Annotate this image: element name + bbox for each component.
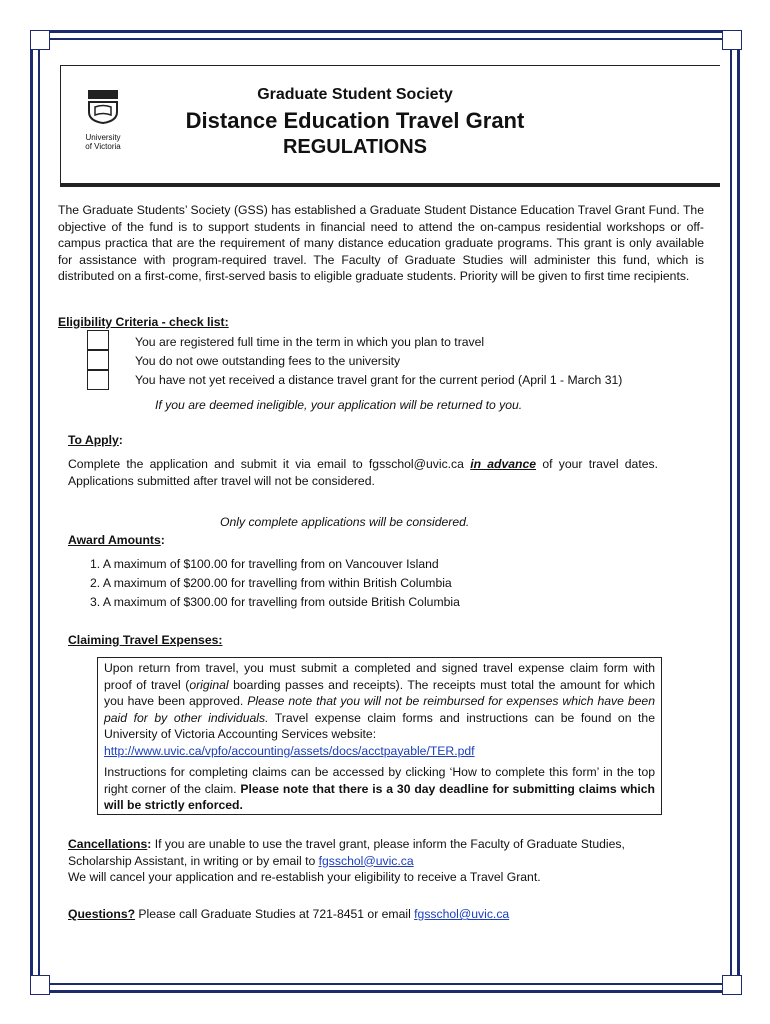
claim-text: Travel expense claim forms and instructions can be found on the University of Victoria Accounting Services website: [104, 710, 655, 741]
page-title: Distance Education Travel Grant [185, 108, 525, 133]
questions-email-link[interactable]: fgsschol@uvic.ca [414, 907, 510, 921]
eligibility-item: You have not yet received a distance travel grant for the current period (April 1 - March 31) [135, 373, 623, 387]
eligibility-checkbox-3[interactable] [87, 370, 109, 390]
apply-text-after: of your travel dates. Applications submitted after travel will not be considered. [68, 457, 658, 488]
apply-text-before: Complete the application and submit it via email to fgsschol@uvic.ca [68, 457, 464, 471]
claim-deadline: Please note that there is a 30 day deadline for submitting claims which will be strictly enforced. [104, 781, 655, 812]
claim-original: original [189, 677, 229, 692]
cancellations-colon: : [147, 837, 152, 851]
cancellations-line2: We will cancel your application and re-establish your eligibility to receive a Travel Grant. [68, 870, 541, 884]
apply-heading: To Apply [68, 433, 119, 447]
questions-heading: Questions? [68, 907, 136, 921]
claim-italic: Please note that you will not be reimbursed for expenses which have been paid for by other individuals. [104, 694, 655, 725]
apply-heading-line [68, 432, 123, 449]
university-logo [78, 88, 128, 151]
frame-corner-icon [30, 975, 50, 995]
eligibility-checkbox-2[interactable] [87, 350, 109, 370]
frame-corner-icon [30, 30, 50, 50]
awards-heading-line [68, 532, 165, 549]
society-name: Graduate Student Society [257, 86, 453, 103]
list-item: 3. A maximum of $300.00 for travelling from outside British Columbia [90, 595, 460, 609]
frame-corner-icon [722, 975, 742, 995]
awards-colon: : [160, 533, 165, 547]
apply-note: Only complete applications will be considered. [220, 515, 470, 529]
claiming-paragraph-2 [104, 764, 655, 814]
frame-corner-icon [722, 30, 742, 50]
list-item: 1. A maximum of $100.00 for travelling from on Vancouver Island [90, 557, 439, 571]
awards-heading: Award Amounts [68, 533, 161, 547]
claim-text: Instructions for completing claims can be accessed by clicking ‘How to complete this form’ in the top right corner of the claim. [104, 765, 655, 796]
logo-text-2: of Victoria [85, 142, 121, 151]
eligibility-item: You are registered full time in the term in which you plan to travel [135, 335, 485, 349]
page-subtitle: REGULATIONS [282, 136, 428, 158]
claiming-box [97, 657, 662, 815]
eligibility-heading: Eligibility Criteria - check list: [58, 315, 229, 329]
awards-list [90, 555, 460, 612]
apply-emphasis: in advance [470, 457, 537, 471]
apply-colon: : [118, 433, 123, 447]
cancellations-heading: Cancellations [68, 837, 148, 851]
eligibility-note: If you are deemed ineligible, your application will be returned to you. [155, 398, 523, 412]
claim-text: boarding passes and receipts). The receipts must total the amount for which you have been approved. [104, 677, 655, 708]
claiming-paragraph-1 [104, 660, 655, 759]
questions-text: Please call Graduate Studies at 721-8451 or email [135, 907, 415, 921]
ter-form-link[interactable]: http://www.uvic.ca/vpfo/accounting/assets/docs/acctpayable/TER.pdf [104, 743, 475, 758]
claiming-heading: Claiming Travel Expenses: [68, 633, 223, 647]
cancellations-text: If you are unable to use the travel grant, please inform the Faculty of Graduate Studies, Scholarship Assistant, in writing or by email to [68, 837, 625, 868]
questions-paragraph [68, 906, 509, 923]
crest-icon [86, 88, 120, 124]
eligibility-checkbox-1[interactable] [87, 330, 109, 350]
claim-text: Upon return from travel, you must submit a completed and signed travel expense claim form with proof of travel ( [104, 661, 655, 692]
eligibility-item: You do not owe outstanding fees to the university [135, 354, 401, 368]
logo-text-1: University [85, 133, 121, 142]
apply-paragraph [68, 456, 658, 489]
cancellations-email-link[interactable]: fgsschol@uvic.ca [318, 853, 414, 868]
cancellations-paragraph [68, 836, 658, 886]
intro-paragraph: The Graduate Students’ Society (GSS) has established a Graduate Student Distance Education Travel Grant Fund. The objective of the fund is to support students in financial need to attend the on-campus residential workshops or off-campus practica that are the requirement of many distance education graduate programs. This grant is only available for assistance with program-required travel. The Faculty of Graduate Studies will administer this fund, which is distributed on a first-come, first-served basis to eligible graduate students. Priority will be given to first time recipients. [58, 203, 704, 283]
list-item: 2. A maximum of $200.00 for travelling from within British Columbia [90, 576, 452, 590]
